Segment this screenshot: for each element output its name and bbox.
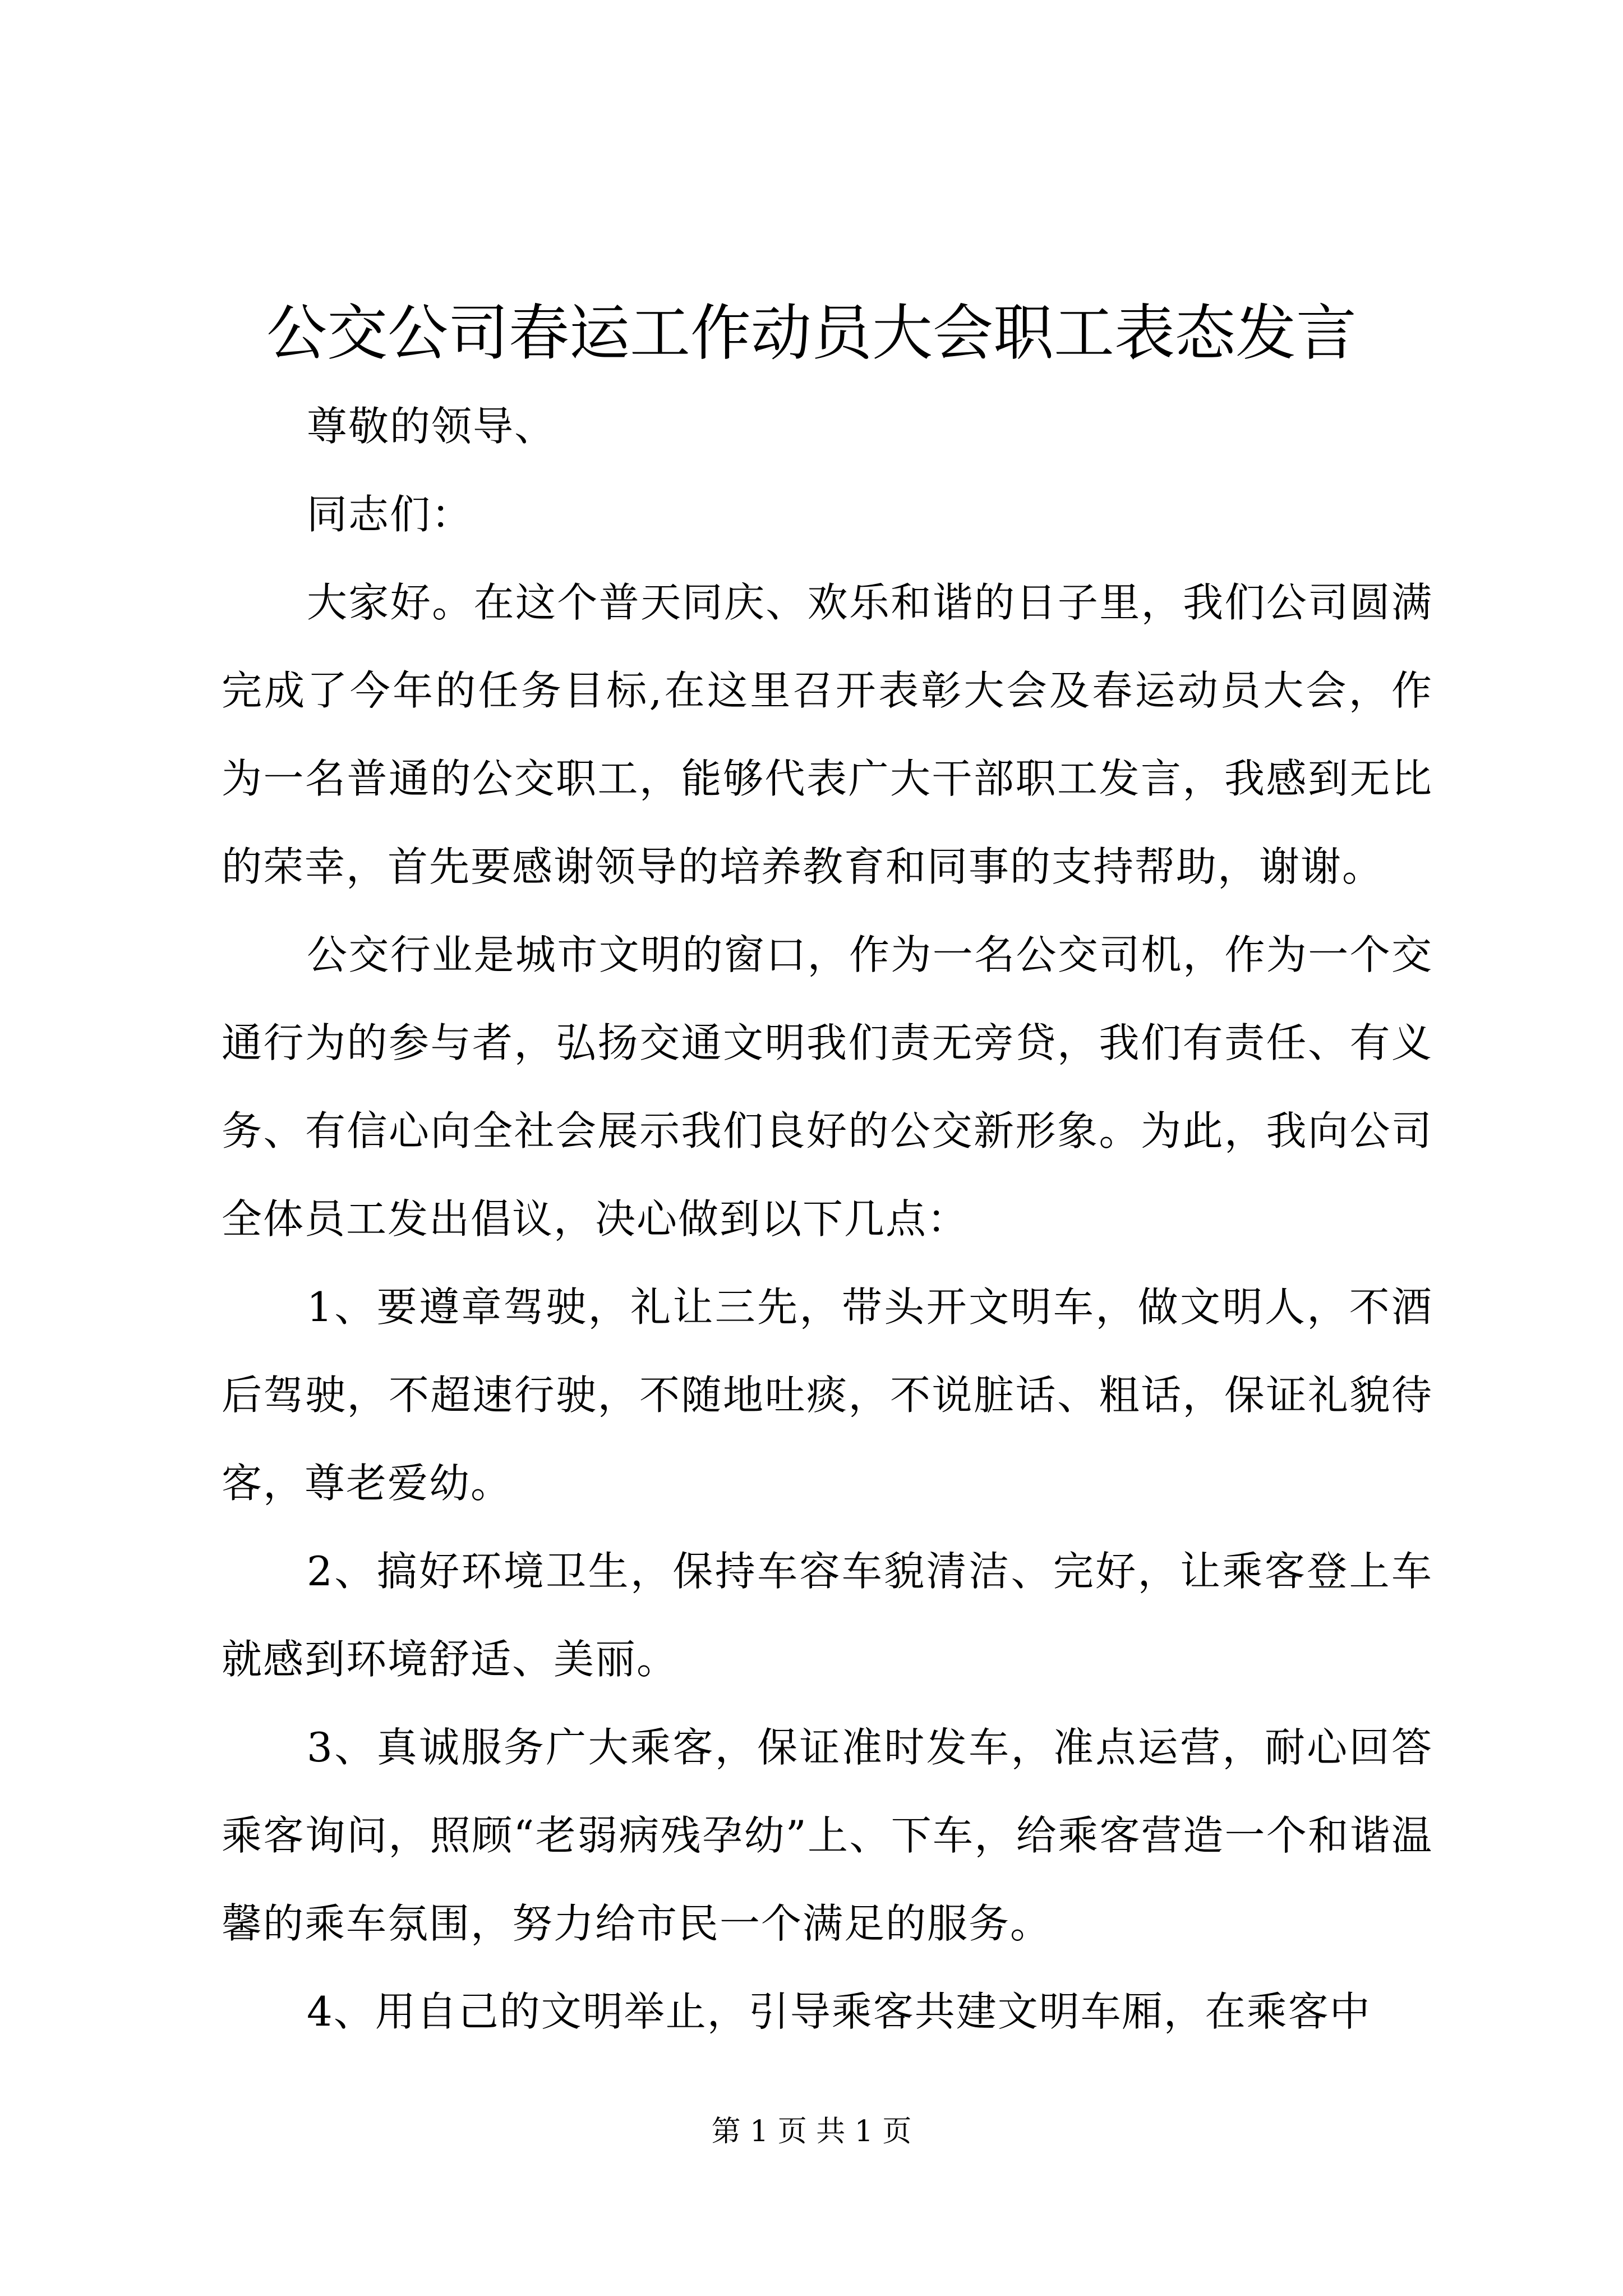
list-item-4: 4、用自己的文明举止，引导乘客共建文明车厢，在乘客中	[307, 1988, 1371, 2035]
salutation-line-2: 同志们：	[307, 491, 473, 538]
list-item-2: 2、搞好环境卫生，保持车容车貌清洁、完好，让乘客登上车就感到环境舒适、美丽。	[222, 1548, 1433, 1683]
salutation-line-1: 尊敬的领导、	[307, 403, 556, 450]
list-item-1: 1、要遵章驾驶，礼让三先，带头开文明车，做文明人，不酒后驾驶，不超速行驶，不随地吐痰，不说脏话、粗话，保证礼貌待客，尊老爱幼。	[222, 1283, 1433, 1507]
list-item-3: 3、真诚服务广大乘客，保证准时发车，准点运营，耐心回答乘客询问，照顾“老弱病残孕幼”上、下车，给乘客营造一个和谐温馨的乘车氛围，努力给市民一个满足的服务。	[222, 1724, 1433, 1947]
document-title: 公交公司春运工作动员大会职工表态发言	[266, 298, 1357, 369]
paragraph-greeting: 大家好。在这个普天同庆、欢乐和谐的日子里，我们公司圆满完成了今年的任务目标,在这里召开表彰大会及春运动员大会，作为一名普通的公交职工，能够代表广大干部职工发言，我感到无比的荣幸，首先要感谢领导的培养教育和同事的支持帮助，谢谢。	[222, 579, 1433, 890]
document-body	[222, 383, 1433, 2056]
paragraph-proposal: 公交行业是城市文明的窗口，作为一名公交司机，作为一个交通行为的参与者，弘扬交通文明我们责无旁贷，我们有责任、有义务、有信心向全社会展示我们良好的公交新形象。为此，我向公司全体员工发出倡议，决心做到以下几点：	[222, 931, 1433, 1243]
page-number-footer: 第 1 页 共 1 页	[711, 2115, 912, 2148]
